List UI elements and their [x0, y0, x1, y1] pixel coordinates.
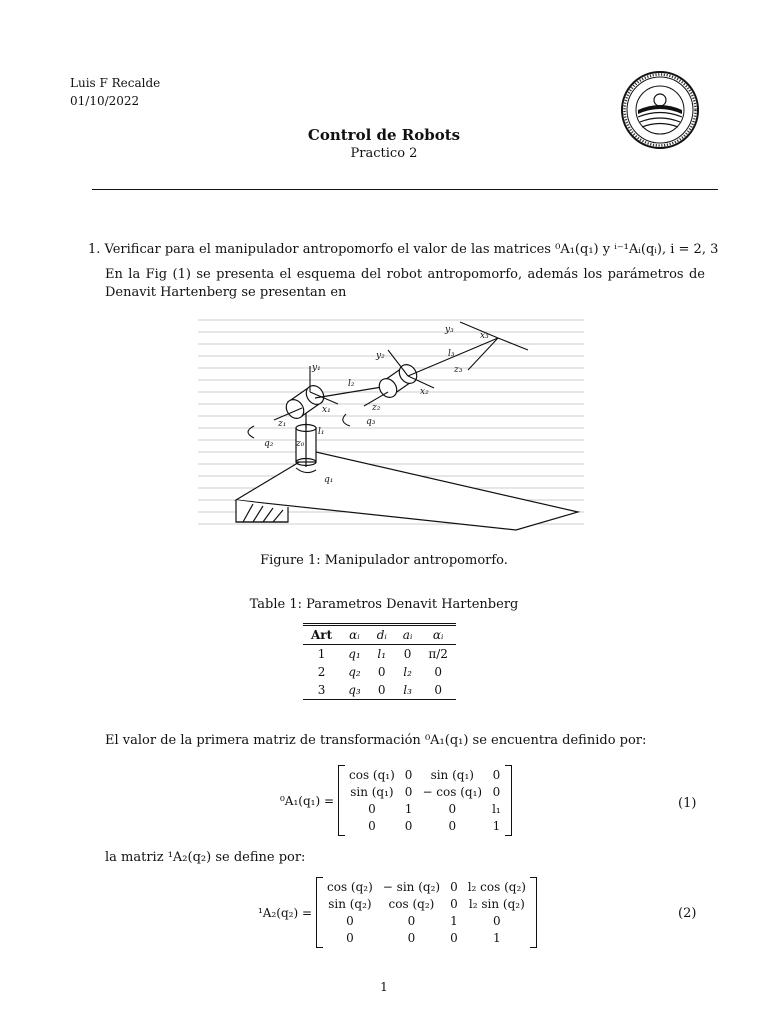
matrix-cell: l₂ cos (q₂): [467, 880, 526, 894]
table-cell: 0: [434, 683, 442, 697]
label-y3: y₃: [445, 325, 454, 335]
author-name: Luis F Recalde: [70, 76, 161, 90]
anthropomorphic-robot-figure: [198, 312, 584, 534]
matrix-cell: 1: [404, 802, 413, 816]
label-l1: l₁: [318, 427, 325, 437]
matrix-cell: 0: [492, 768, 501, 782]
table-cell: l₃: [403, 683, 412, 697]
label-z1: z₁: [278, 419, 287, 429]
table-header-cell: Art: [311, 628, 333, 642]
matrix-cell: 0: [346, 914, 354, 928]
paragraph-matrix-2: la matriz ¹A₂(q₂) se define por:: [105, 850, 306, 865]
matrix-cell: − cos (q₁): [422, 785, 483, 799]
matrix-cell: cos (q₁): [349, 768, 395, 782]
label-l2: l₂: [348, 379, 355, 389]
matrix-cell: sin (q₁): [430, 768, 474, 782]
label-z2: z₂: [372, 403, 381, 413]
matrix-cell: 0: [407, 931, 416, 945]
table-cell: 3: [317, 683, 326, 697]
document-subtitle: Practico 2: [350, 146, 418, 161]
matrix-cell: 0: [450, 897, 458, 911]
label-x1: x₁: [322, 405, 331, 415]
figure-caption: Figure 1: Manipulador antropomorfo.: [260, 553, 508, 568]
label-z3: z₃: [454, 365, 463, 375]
label-y2: y₂: [376, 351, 385, 361]
equation-1: [280, 765, 512, 836]
table-cell: q₁: [348, 647, 361, 661]
equation-1-number: (1): [678, 796, 697, 811]
label-q3: q₃: [366, 417, 376, 427]
table-cell: q₃: [348, 683, 361, 697]
matrix-cell: 0: [404, 768, 413, 782]
matrix-cell: 1: [492, 819, 501, 833]
matrix-cell: sin (q₁): [350, 785, 394, 799]
header-divider: [92, 189, 718, 190]
question-text: Verificar para el manipulador antropomorfo el valor de las matrices ⁰A₁(q₁) y ⁱ⁻¹Aᵢ(qᵢ), i = 2, 3: [104, 242, 719, 257]
table-cell: 1: [317, 647, 326, 661]
matrix-cell: 0: [450, 931, 458, 945]
table-cell: 0: [403, 647, 412, 661]
matrix-cell: 0: [450, 880, 458, 894]
label-x3: x₃: [480, 331, 489, 341]
table-caption: Table 1: Parametros Denavit Hartenberg: [249, 597, 519, 612]
matrix-cell: 0: [404, 785, 413, 799]
question-1: [88, 242, 728, 257]
question-number: 1.: [88, 242, 101, 257]
label-x2: x₂: [420, 387, 429, 397]
document-date: 01/10/2022: [70, 94, 140, 108]
dh-parameters-table: [303, 623, 456, 700]
table-cell: 0: [377, 683, 386, 697]
matrix-cell: 0: [407, 914, 416, 928]
document-title: Control de Robots: [307, 126, 461, 144]
matrix-cell: 0: [492, 785, 501, 799]
table-cell: l₁: [377, 647, 387, 661]
equation-2: [258, 877, 537, 948]
table-header-cell: aᵢ: [402, 628, 413, 642]
equation-2-lhs: ¹A₂(q₂) =: [258, 905, 313, 920]
page-number: 1: [380, 980, 388, 994]
table-cell: l₂: [403, 665, 412, 679]
matrix-cell: 0: [448, 819, 457, 833]
table-header-row: [303, 625, 456, 645]
table-header-cell: αᵢ: [349, 628, 360, 642]
table-header-cell: αᵢ: [432, 628, 444, 642]
table-cell: q₂: [348, 665, 361, 679]
equation-2-matrix: [316, 877, 537, 948]
matrix-cell: 1: [493, 931, 501, 945]
matrix-cell: cos (q₂): [388, 897, 435, 911]
label-l3: l₃: [448, 349, 455, 359]
matrix-cell: 0: [404, 819, 413, 833]
matrix-cell: 1: [450, 914, 458, 928]
label-q2: q₂: [264, 439, 274, 449]
equation-1-lhs: ⁰A₁(q₁) =: [280, 793, 335, 808]
matrix-cell: 0: [368, 802, 376, 816]
matrix-cell: 0: [493, 914, 501, 928]
matrix-cell: sin (q₂): [328, 897, 372, 911]
table-header-cell: dᵢ: [376, 628, 387, 642]
matrix-cell: l₂ sin (q₂): [468, 897, 525, 911]
table-row: [303, 663, 456, 681]
table-cell: 2: [317, 665, 326, 679]
matrix-cell: 0: [368, 819, 376, 833]
label-q1: q₁: [324, 475, 334, 485]
table-cell: π/2: [428, 647, 448, 661]
matrix-cell: cos (q₂): [327, 880, 373, 894]
equation-2-number: (2): [678, 906, 697, 921]
label-z0: z₀: [296, 439, 305, 449]
matrix-cell: 0: [448, 802, 457, 816]
label-y1: y₁: [312, 363, 321, 373]
paragraph-matrix-1: El valor de la primera matriz de transformación ⁰A₁(q₁) se encuentra definido por:: [105, 733, 647, 748]
matrix-cell: l₁: [492, 802, 501, 816]
matrix-cell: 0: [346, 931, 354, 945]
table-cell: 0: [377, 665, 386, 679]
equation-1-matrix: [338, 765, 512, 836]
question-paragraph: En la Fig (1) se presenta el esquema del robot antropomorfo, además los parámetros de Denavit Hartenberg se presentan en: [105, 267, 705, 300]
table-row: [303, 681, 456, 700]
matrix-cell: − sin (q₂): [382, 880, 441, 894]
table-cell: 0: [434, 665, 442, 679]
table-row: [303, 645, 456, 664]
